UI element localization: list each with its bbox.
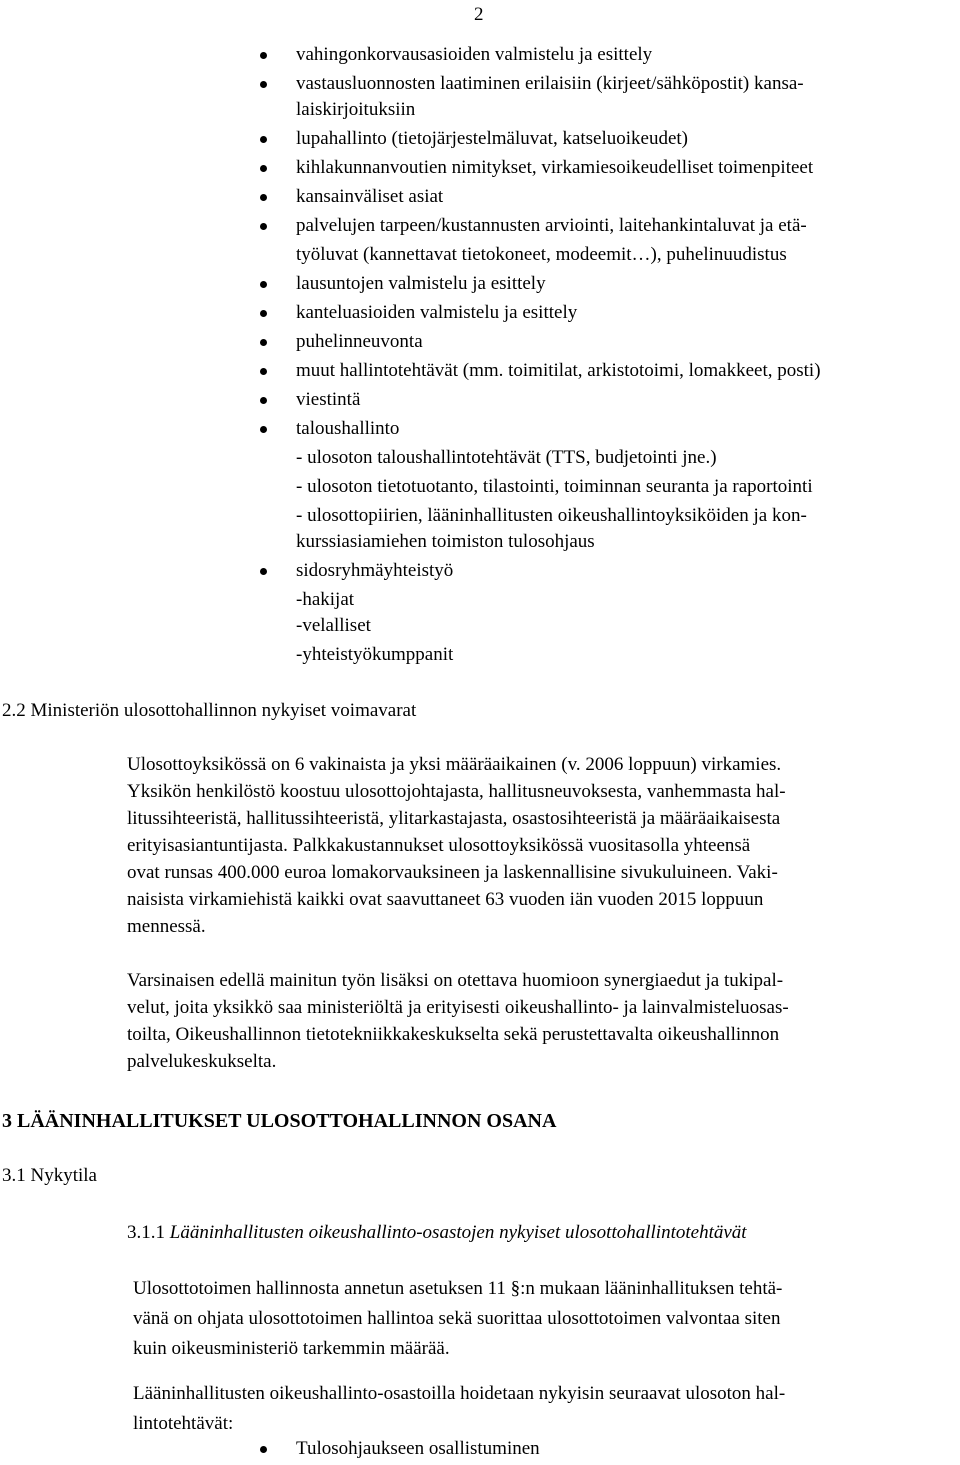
list-item: viestintä	[296, 389, 361, 410]
section-3-1-1-heading	[127, 1222, 747, 1244]
bullet-dot	[260, 568, 267, 575]
list-item: - ulosoton taloushallintotehtävät (TTS, budjetointi jne.)	[296, 447, 717, 468]
bullet-dot	[260, 1446, 267, 1453]
paragraph-line: naisista virkamiehistä kaikki ovat saavuttaneet 63 vuoden iän vuoden 2015 loppuun	[127, 889, 764, 910]
list-item: - ulosoton tietotuotanto, tilastointi, toiminnan seuranta ja raportointi	[296, 476, 813, 497]
bullet-dot	[260, 136, 267, 143]
list-item: kanteluasioiden valmistelu ja esittely	[296, 302, 578, 323]
bullet-dot	[260, 281, 267, 288]
bullet-dot	[260, 165, 267, 172]
paragraph-line: Varsinaisen edellä mainitun työn lisäksi on otettava huomioon synergiaedut ja tukipal-	[127, 970, 784, 991]
paragraph-line: vänä on ohjata ulosottotoimen hallintoa sekä suorittaa ulosottotoimen valvontaa siten	[133, 1308, 781, 1329]
paragraph-line: erityisasiantuntijasta. Palkkakustannukset ulosottoyksikössä vuositasolla yhteensä	[127, 835, 751, 856]
list-item: - ulosottopiirien, lääninhallitusten oikeushallintoyksiköiden ja kon-	[296, 505, 807, 526]
list-item: -yhteistyökumppanit	[296, 644, 454, 665]
bullet-dot	[260, 368, 267, 375]
bullet-dot	[260, 339, 267, 346]
list-item: vahingonkorvausasioiden valmistelu ja esittely	[296, 44, 653, 65]
paragraph-line: velut, joita yksikkö saa ministeriöltä ja erityisesti oikeushallinto- ja lainvalmisteluosas-	[127, 997, 789, 1018]
bullet-dot	[260, 223, 267, 230]
bullet-dot	[260, 310, 267, 317]
section-number: 3.1.1	[127, 1222, 165, 1243]
section-3-heading: 3 LÄÄNINHALLITUKSET ULOSOTTOHALLINNON OSANA	[2, 1110, 557, 1132]
bullet-dot	[260, 426, 267, 433]
page-number: 2	[474, 4, 484, 25]
paragraph-line: litussihteeristä, hallitussihteeristä, ylitarkastajasta, osastosihteeristä ja määräaikaisesta	[127, 808, 781, 829]
paragraph-line: Yksikön henkilöstö koostuu ulosottojohtajasta, hallitusneuvoksesta, vanhemmasta hal-	[127, 781, 786, 802]
bullet-dot	[260, 81, 267, 88]
list-item: kihlakunnanvoutien nimitykset, virkamiesoikeudelliset toimenpiteet	[296, 157, 814, 178]
paragraph-line: mennessä.	[127, 916, 206, 937]
list-item: taloushallinto	[296, 418, 400, 439]
section-title: Lääninhallitusten oikeushallinto-osastojen nykyiset ulosottohallintotehtävät	[169, 1222, 747, 1243]
section-2-2-heading: 2.2 Ministeriön ulosottohallinnon nykyiset voimavarat	[2, 700, 417, 721]
list-item: kansainväliset asiat	[296, 186, 444, 207]
bullet-dot	[260, 52, 267, 59]
bullet-dot	[260, 194, 267, 201]
paragraph-line: palvelukeskukselta.	[127, 1051, 277, 1072]
list-item: työluvat (kannettavat tietokoneet, modeemit…), puhelinuudistus	[296, 244, 787, 265]
section-3-1-heading: 3.1 Nykytila	[2, 1165, 97, 1186]
paragraph-line: Lääninhallitusten oikeushallinto-osastoilla hoidetaan nykyisin seuraavat ulosoton hal-	[133, 1383, 786, 1404]
list-item: palvelujen tarpeen/kustannusten arviointi, laitehankintaluvat ja etä-	[296, 215, 807, 236]
paragraph-line: lintotehtävät:	[133, 1413, 234, 1434]
list-item: -velalliset	[296, 615, 371, 636]
paragraph-line: kuin oikeusministeriö tarkemmin määrää.	[133, 1338, 450, 1359]
list-item: lausuntojen valmistelu ja esittely	[296, 273, 546, 294]
paragraph-line: Ulosottotoimen hallinnosta annetun asetuksen 11 §:n mukaan lääninhallituksen tehtä-	[133, 1278, 783, 1299]
list-item: muut hallintotehtävät (mm. toimitilat, arkistotoimi, lomakkeet, posti)	[296, 360, 821, 381]
paragraph-line: toilta, Oikeushallinnon tietotekniikkakeskukselta sekä perustettavalta oikeushallinnon	[127, 1024, 780, 1045]
list-item: sidosryhmäyhteistyö	[296, 560, 454, 581]
paragraph-line: ovat runsas 400.000 euroa lomakorvauksineen ja laskennallisine sivukuluineen. Vaki-	[127, 862, 778, 883]
list-item: lupahallinto (tietojärjestelmäluvat, katseluoikeudet)	[296, 128, 689, 149]
list-item: puhelinneuvonta	[296, 331, 423, 352]
paragraph-line: Ulosottoyksikössä on 6 vakinaista ja yksi määräaikainen (v. 2006 loppuun) virkamies.	[127, 754, 782, 775]
bullet-dot	[260, 397, 267, 404]
section-3-bullet-item: Tulosohjaukseen osallistuminen	[296, 1438, 540, 1459]
list-item: vastausluonnosten laatiminen erilaisiin (kirjeet/sähköpostit) kansa-	[296, 73, 804, 94]
list-item: laiskirjoituksiin	[296, 99, 416, 120]
list-item: kurssiasiamiehen toimiston tulosohjaus	[296, 531, 595, 552]
list-item: -hakijat	[296, 589, 355, 610]
